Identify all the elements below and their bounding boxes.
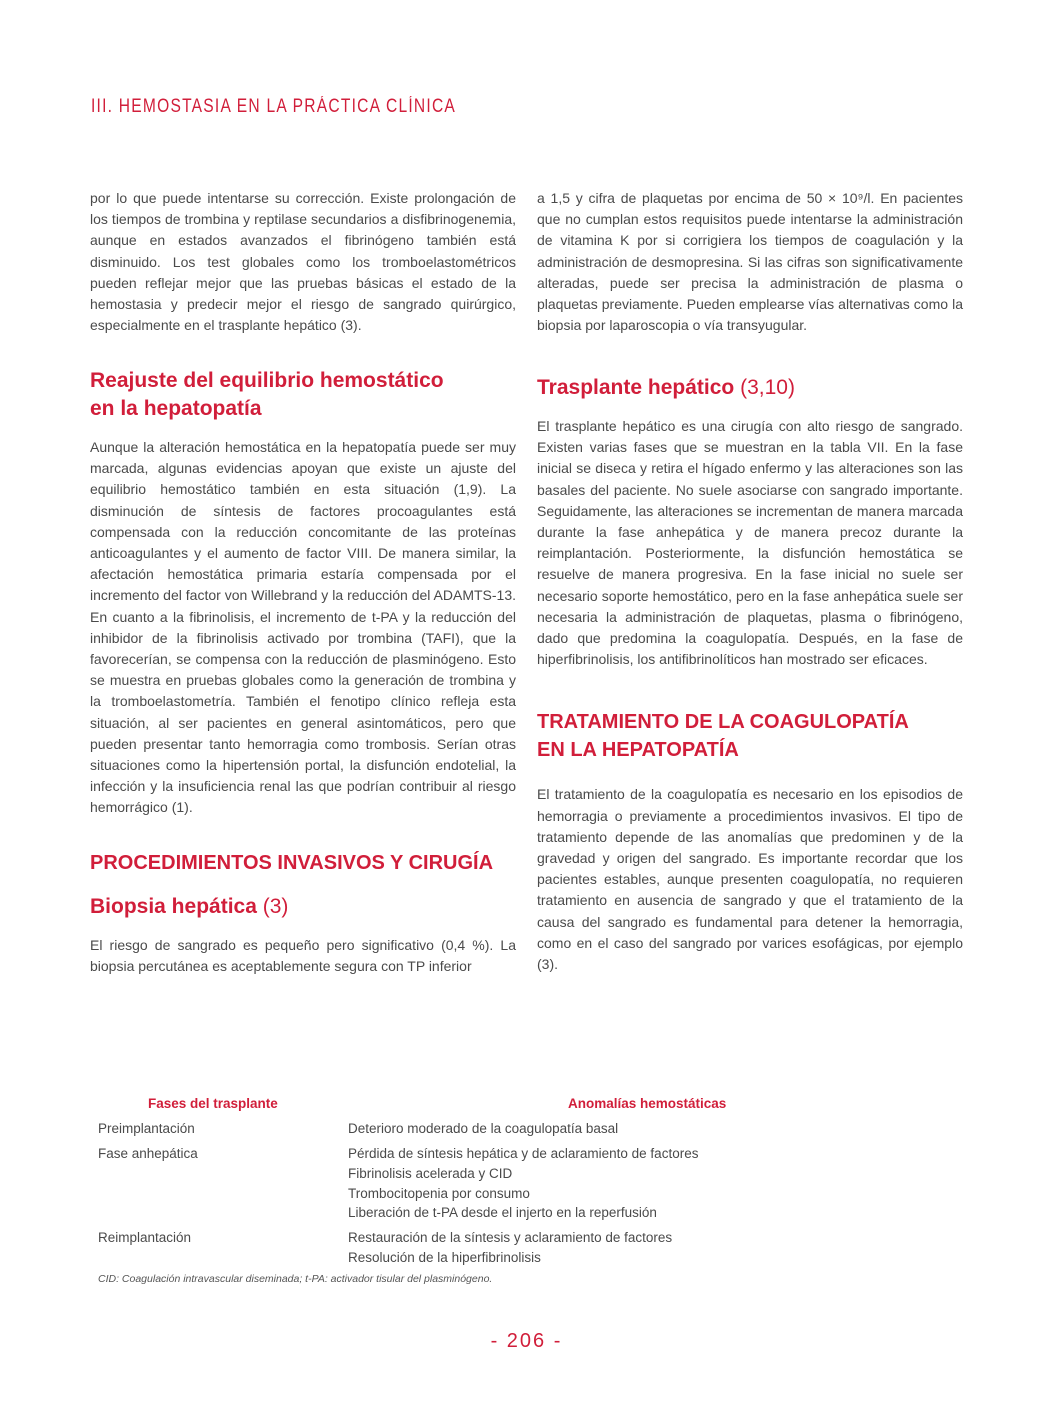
table-cell-phase: Fase anhepática	[98, 1146, 198, 1161]
section-heading-biopsia	[90, 893, 516, 921]
heading-reference: (3,10)	[740, 376, 795, 399]
biopsia-body: El riesgo de sangrado es pequeño pero significativo (0,4 %). La biopsia percutánea es aceptablemente segura con TP inferior	[90, 936, 516, 974]
section-heading-tratamiento	[537, 708, 963, 764]
anomaly-item: Fibrinolisis acelerada y CID	[348, 1165, 513, 1181]
table-cell-anomalies	[348, 1119, 618, 1139]
table-footnote: CID: Coagulación intravascular diseminada; t-PA: activador tisular del plasminógeno.	[98, 1273, 493, 1285]
page-number: - 206 -	[490, 1330, 563, 1352]
section-heading-line: Reajuste del equilibrio hemostático	[90, 369, 444, 392]
heading-text: Trasplante hepático	[537, 376, 735, 399]
table-cell-phase: Reimplantación	[98, 1230, 192, 1245]
right-column	[537, 188, 963, 975]
section-heading-procedimientos: PROCEDIMIENTOS INVASIVOS Y CIRUGÍA	[90, 851, 494, 874]
left-intro-paragraph: por lo que puede intentarse su corrección. Existe prolongación de los tiempos de trombina y reptilase secundarios a disfibrinogenemia, aunque en estados avanzados el fibrinógeno también está disminuido. Los test globales como los tromboelastométricos pueden reflejar mejor que las pruebas básicas el estado de la hemostasia y predecir mejor el riesgo de sangrado quirúrgico, especialmente en el trasplante hepático (3).	[90, 190, 516, 334]
section-heading-trasplante	[537, 374, 963, 402]
trasplante-body: El trasplante hepático es una cirugía con alto riesgo de sangrado. Existen varias fases que se muestran en la tabla VII. En la fase inicial se diseca y retira el hígado enfermo y las alteraciones son las basales del paciente. No suele asociarse con sangrado importante. Seguidamente, las alteraciones se incrementan de manera marcada durante la fase anhepática y de manera precoz durante la reimplantación. Posteriormente, la disfunción hemostática se resuelve de manera progresiva. En la fase inicial no suele ser necesario soporte hemostático, pero en la fase anhepática suele ser necesaria la administración de plaquetas, plasma o fibrinógeno, dado que predomina la coagulopatía. Después, en la fase de hiperfibrinolisis, los antifibrinolíticos han mostrado ser eficaces.	[537, 418, 963, 668]
right-intro-paragraph: a 1,5 y cifra de plaquetas por encima de 50 × 10⁹/l. En pacientes que no cumplan estos requisitos puede intentarse la administración de vitamina K por si corrigiera los tiempos de coagulación y la administración de desmopresina. Si las cifras son significativamente alteradas, puede ser precisa la administración de plasma o plaquetas previamente. Pueden emplearse vías alternativas como la biopsia por laparoscopia o vía transyugular.	[537, 190, 963, 334]
heading-text: Biopsia hepática	[90, 894, 257, 918]
section-heading-line: TRATAMIENTO DE LA COAGULOPATÍA	[537, 711, 909, 734]
table-cell-phase: Preimplantación	[98, 1121, 195, 1136]
section-heading-line: en la hepatopatía	[90, 397, 262, 420]
anomaly-item: Deterioro moderado de la coagulopatía basal	[348, 1121, 619, 1136]
anomaly-item: Liberación de t-PA desde el injerto en la reperfusión	[348, 1205, 657, 1221]
table-header-phases: Fases del trasplante	[148, 1096, 278, 1111]
table-header-anomalies: Anomalías hemostáticas	[568, 1096, 727, 1111]
table-cell-anomalies	[348, 1228, 672, 1268]
left-column	[90, 188, 516, 977]
section-heading-line: EN LA HEPATOPATÍA	[537, 739, 739, 762]
running-title: III. HEMOSTASIA EN LA PRÁCTICA CLÍNICA	[91, 96, 457, 117]
anomaly-item: Resolución de la hiperfibrinolisis	[348, 1249, 541, 1265]
tratamiento-body: El tratamiento de la coagulopatía es necesario en los episodios de hemorragia o previamente a procedimientos invasivos. El tipo de tratamiento depende de las anomalías que predominen y de la gravedad y origen del sangrado. Es importante recordar que los pacientes estables, aunque presenten coagulopatía, no requieren tratamiento en ausencia de sangrado y que el tratamiento de la causa del sangrado es fundamental para detener la hemorragia, como en el caso del sangrado por varices esofágicas, por ejemplo (3).	[537, 786, 963, 973]
anomaly-item: Trombocitopenia por consumo	[348, 1185, 530, 1201]
reajuste-body: Aunque la alteración hemostática en la hepatopatía puede ser muy marcada, algunas evidencias apoyan que existe un ajuste del equilibrio hemostático también en esta situación (1,9). La disminución de síntesis de factores procoagulantes está compensada con la reducción concomitante de las proteínas anticoagulantes y el aumento de factor VIII. De manera similar, la afectación hemostática primaria estaría compensada por el incremento del factor von Willebrand y la reducción del ADAMTS-13. En cuanto a la fibrinolisis, el incremento de t-PA y la reducción del inhibidor de la fibrinolisis activado por trombina (TAFI), que la favorecerían, se compensa con la reducción de plasminógeno. Esto se muestra en pruebas globales como la generación de trombina y la tromboelastometría. También el fenotipo clínico refleja esta situación, al ser pacientes en general asintomáticos, pero que pueden presentar tanto hemorragia como trombosis. Serían otras situaciones como la hipertensión portal, la disfunción endotelial, la infección y la insuficiencia renal las que podrían contribuir al riesgo hemorrágico (1).	[90, 439, 516, 816]
anomaly-item: Pérdida de síntesis hepática y de aclaramiento de factores	[348, 1146, 699, 1161]
anomaly-item: Restauración de la síntesis y aclaramiento de factores	[348, 1230, 673, 1245]
section-heading-reajuste	[90, 367, 516, 423]
heading-reference: (3)	[262, 894, 289, 918]
table-cell-anomalies	[348, 1144, 698, 1223]
